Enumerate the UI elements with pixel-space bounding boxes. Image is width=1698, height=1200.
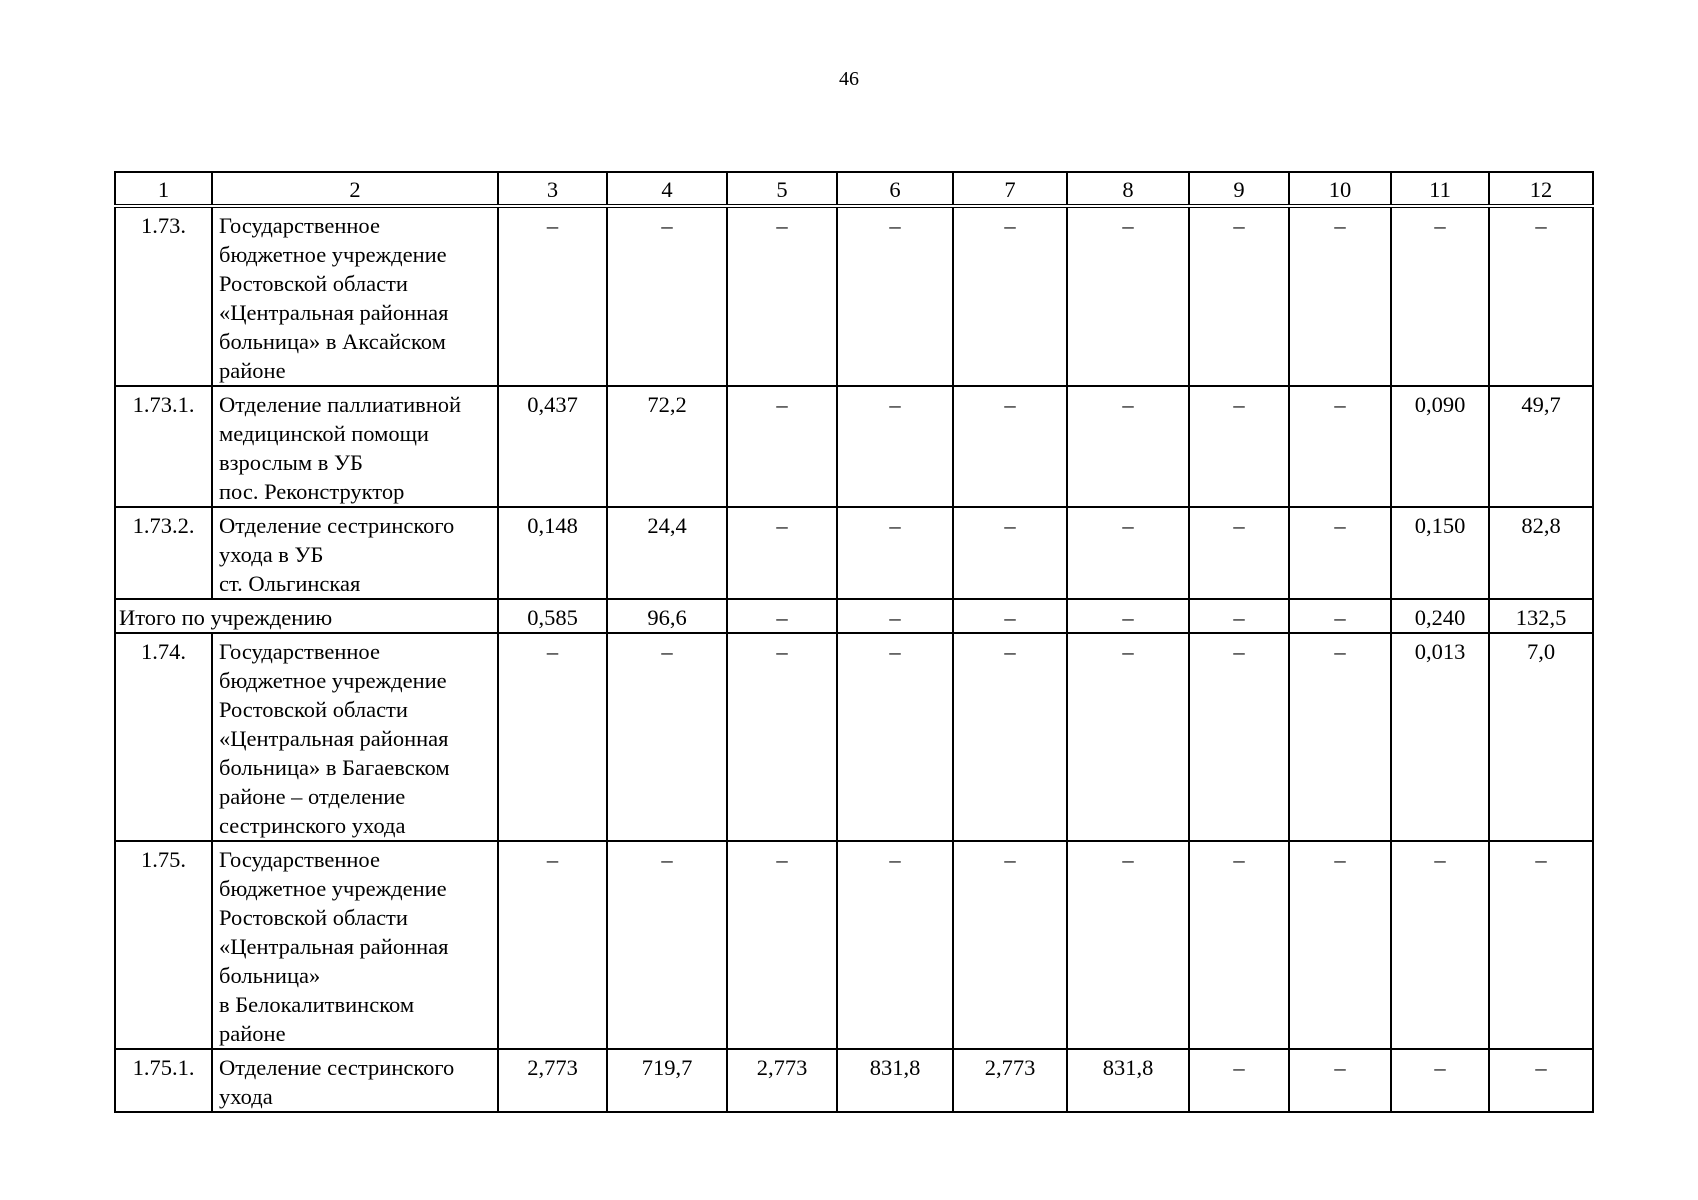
name-line: бюджетное учреждение: [219, 668, 447, 693]
name-line: Ростовской области: [219, 697, 408, 722]
value-cell-col-10: –: [1289, 633, 1391, 841]
institution-name: [212, 633, 498, 841]
data-table: [114, 171, 1594, 1113]
column-header: 7: [953, 172, 1067, 206]
name-line: районе – отделение: [219, 784, 406, 809]
name-line: бюджетное учреждение: [219, 242, 447, 267]
name-line: «Центральная районная: [219, 934, 449, 959]
value-cell-col-12: 49,7: [1489, 386, 1593, 507]
value-cell-col-5: –: [727, 841, 837, 1049]
value-cell-col-9: –: [1189, 206, 1289, 386]
column-header: 11: [1391, 172, 1489, 206]
name-line: «Центральная районная: [219, 300, 449, 325]
value-cell-col-7: –: [953, 507, 1067, 599]
value-cell-col-10: –: [1289, 507, 1391, 599]
table-row: [115, 633, 1593, 841]
value-cell-col-7: –: [953, 633, 1067, 841]
value-cell-col-11: 0,150: [1391, 507, 1489, 599]
value-cell-col-8: –: [1067, 507, 1189, 599]
name-line: Государственное: [219, 639, 380, 664]
value-cell-col-8: –: [1067, 599, 1189, 633]
value-cell-col-8: –: [1067, 841, 1189, 1049]
name-line: районе: [219, 1021, 286, 1046]
name-line: больница» в Багаевском: [219, 755, 450, 780]
value-cell-col-9: –: [1189, 1049, 1289, 1112]
value-cell-col-12: 132,5: [1489, 599, 1593, 633]
value-cell-col-5: 2,773: [727, 1049, 837, 1112]
name-line: Отделение паллиативной: [219, 392, 462, 417]
column-header: 3: [498, 172, 607, 206]
value-cell-col-3: 0,585: [498, 599, 607, 633]
value-cell-col-12: 82,8: [1489, 507, 1593, 599]
value-cell-col-4: –: [607, 633, 727, 841]
name-line: пос. Реконструктор: [219, 479, 405, 504]
total-label: Итого по учреждению: [115, 599, 498, 633]
value-cell-col-8: –: [1067, 633, 1189, 841]
value-cell-col-6: –: [837, 841, 953, 1049]
value-cell-col-4: –: [607, 841, 727, 1049]
value-cell-col-11: 0,013: [1391, 633, 1489, 841]
name-line: сестринского ухода: [219, 813, 406, 838]
value-cell-col-12: –: [1489, 206, 1593, 386]
name-line: Государственное: [219, 847, 380, 872]
value-cell-col-11: –: [1391, 1049, 1489, 1112]
table-row: [115, 841, 1593, 1049]
row-number: 1.73.1.: [115, 386, 212, 507]
value-cell-col-6: –: [837, 507, 953, 599]
value-cell-col-6: –: [837, 386, 953, 507]
value-cell-col-5: –: [727, 507, 837, 599]
value-cell-col-4: –: [607, 206, 727, 386]
value-cell-col-11: –: [1391, 841, 1489, 1049]
name-line: взрослым в УБ: [219, 450, 363, 475]
value-cell-col-3: 0,148: [498, 507, 607, 599]
name-line: медицинской помощи: [219, 421, 429, 446]
value-cell-col-8: –: [1067, 386, 1189, 507]
name-line: районе: [219, 358, 286, 383]
value-cell-col-11: –: [1391, 206, 1489, 386]
value-cell-col-4: 24,4: [607, 507, 727, 599]
institution-name: [212, 841, 498, 1049]
row-number: 1.73.: [115, 206, 212, 386]
name-line: больница»: [219, 963, 321, 988]
value-cell-col-4: 96,6: [607, 599, 727, 633]
row-number: 1.74.: [115, 633, 212, 841]
table-row: [115, 1049, 1593, 1112]
column-header: 4: [607, 172, 727, 206]
value-cell-col-12: –: [1489, 841, 1593, 1049]
column-header: 6: [837, 172, 953, 206]
value-cell-col-7: –: [953, 386, 1067, 507]
column-header: 12: [1489, 172, 1593, 206]
value-cell-col-5: –: [727, 386, 837, 507]
name-line: ухода в УБ: [219, 542, 324, 567]
value-cell-col-7: –: [953, 599, 1067, 633]
page-number: 46: [839, 68, 859, 90]
value-cell-col-9: –: [1189, 633, 1289, 841]
value-cell-col-3: –: [498, 206, 607, 386]
value-cell-col-9: –: [1189, 599, 1289, 633]
value-cell-col-9: –: [1189, 841, 1289, 1049]
column-header: 9: [1189, 172, 1289, 206]
row-number: 1.73.2.: [115, 507, 212, 599]
value-cell-col-10: –: [1289, 599, 1391, 633]
institution-name: [212, 206, 498, 386]
value-cell-col-6: –: [837, 599, 953, 633]
value-cell-col-6: –: [837, 206, 953, 386]
value-cell-col-6: 831,8: [837, 1049, 953, 1112]
value-cell-col-12: 7,0: [1489, 633, 1593, 841]
institution-name: [212, 386, 498, 507]
name-line: Отделение сестринского: [219, 513, 455, 538]
column-header: 8: [1067, 172, 1189, 206]
value-cell-col-7: –: [953, 206, 1067, 386]
name-line: «Центральная районная: [219, 726, 449, 751]
header-row: [115, 172, 1593, 206]
column-header: 10: [1289, 172, 1391, 206]
column-header: 2: [212, 172, 498, 206]
value-cell-col-7: –: [953, 841, 1067, 1049]
value-cell-col-3: –: [498, 633, 607, 841]
institution-name: [212, 507, 498, 599]
value-cell-col-8: –: [1067, 206, 1189, 386]
value-cell-col-10: –: [1289, 1049, 1391, 1112]
value-cell-col-11: 0,240: [1391, 599, 1489, 633]
row-number: 1.75.1.: [115, 1049, 212, 1112]
value-cell-col-5: –: [727, 599, 837, 633]
name-line: бюджетное учреждение: [219, 876, 447, 901]
value-cell-col-11: 0,090: [1391, 386, 1489, 507]
name-line: ст. Ольгинская: [219, 571, 361, 596]
table-body: [115, 172, 1593, 1112]
value-cell-col-10: –: [1289, 386, 1391, 507]
column-header: 1: [115, 172, 212, 206]
value-cell-col-9: –: [1189, 386, 1289, 507]
value-cell-col-3: –: [498, 841, 607, 1049]
name-line: в Белокалитвинском: [219, 992, 415, 1017]
name-line: больница» в Аксайском: [219, 329, 446, 354]
name-line: Ростовской области: [219, 271, 408, 296]
name-line: Государственное: [219, 213, 380, 238]
value-cell-col-9: –: [1189, 507, 1289, 599]
value-cell-col-6: –: [837, 633, 953, 841]
table-row: [115, 206, 1593, 386]
table-row: [115, 386, 1593, 507]
value-cell-col-4: 719,7: [607, 1049, 727, 1112]
value-cell-col-4: 72,2: [607, 386, 727, 507]
name-line: Ростовской области: [219, 905, 408, 930]
value-cell-col-10: –: [1289, 841, 1391, 1049]
column-header: 5: [727, 172, 837, 206]
value-cell-col-12: –: [1489, 1049, 1593, 1112]
table-row: [115, 507, 1593, 599]
value-cell-col-3: 0,437: [498, 386, 607, 507]
total-row: [115, 599, 1593, 633]
value-cell-col-10: –: [1289, 206, 1391, 386]
value-cell-col-3: 2,773: [498, 1049, 607, 1112]
name-line: Отделение сестринского: [219, 1055, 455, 1080]
value-cell-col-8: 831,8: [1067, 1049, 1189, 1112]
value-cell-col-5: –: [727, 633, 837, 841]
value-cell-col-7: 2,773: [953, 1049, 1067, 1112]
institution-name: [212, 1049, 498, 1112]
name-line: ухода: [219, 1084, 273, 1109]
row-number: 1.75.: [115, 841, 212, 1049]
value-cell-col-5: –: [727, 206, 837, 386]
